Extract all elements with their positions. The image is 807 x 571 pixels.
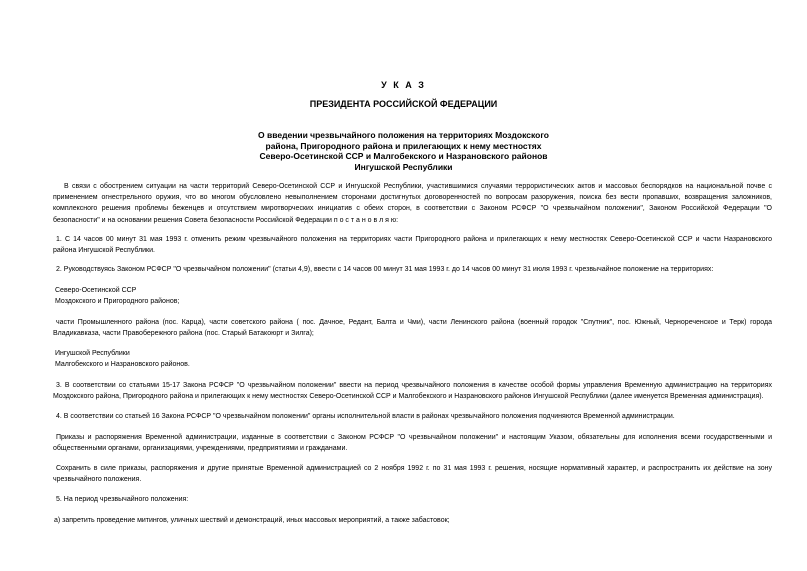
subject-line: Ингушской Республики bbox=[354, 161, 453, 172]
paragraph-line: Моздокского района, Пригородного района и прилегающих к нему местностях Северо-Осетинской ССР и Малгобекского и Назрановского районов Ингушской Республики (далее именуется Временная администрация). bbox=[53, 393, 764, 401]
territory-districts: Малгобекского и Назрановского районов. bbox=[55, 361, 190, 369]
paragraph-line: Приказы и распоряжения Временной администрации, изданные в соответствии с Законом РСФСР "О чрезвычайном положении" и настоящим Указом, обязательны для исполнения всеми государственными и bbox=[56, 434, 772, 441]
paragraph-line: части Промышленного района (пос. Карца), части советского района ( пос. Дачное, Редант, Балта и Чми), части Ленинского района (военный городок "Спутник", пос. Южный, Чернореченское и Терк) города bbox=[56, 319, 772, 326]
paragraph-line: 2. Руководствуясь Законом РСФСР "О чрезвычайном положении" (статьи 4,9), ввести с 14 часов 00 минут 31 мая 1993 г. до 14 часов 00 минут 31 июля 1993 г. чрезвычайное положение на территориях: bbox=[56, 266, 714, 273]
item-1-paragraph bbox=[53, 234, 772, 256]
item-4-paragraph bbox=[53, 411, 772, 422]
subject-line: О введении чрезвычайного положения на территориях Моздокского bbox=[258, 130, 549, 140]
orders-paragraph bbox=[53, 432, 772, 454]
document-title: У К А З bbox=[381, 80, 426, 90]
paragraph-line: общественными органами, организациями, учреждениями, предприятиями и гражданами. bbox=[53, 445, 348, 453]
paragraph-line: безопасности" и на основании решения Совета безопасности Российской Федерации п о с т а н о в л я ю: bbox=[53, 216, 399, 224]
subject-line: Северо-Осетинской ССР и Малгобекского и Назрановского районов bbox=[259, 151, 548, 161]
document-subject bbox=[0, 130, 807, 172]
paragraph-line: Владикавказа, части Правобережного района (пос. Старый Батакоюрт и Зилга); bbox=[53, 330, 314, 338]
paragraph-line: комплексного решения проблемы беженцев и отсутствием миротворческих инициатив с обеих сторон, в соответствии с Законом РСФСР "О чрезвычайном положении", Законом Российской Федерации "О bbox=[53, 205, 772, 213]
territory-heading: Ингушской Республики bbox=[55, 350, 130, 357]
territory-ingushetia bbox=[53, 348, 772, 370]
keep-in-force-paragraph bbox=[53, 463, 772, 485]
item-5-paragraph bbox=[53, 494, 772, 505]
paragraph-line: района Ингушской Республики. bbox=[53, 247, 155, 255]
paragraph-line: 5. На период чрезвычайного положения: bbox=[56, 496, 189, 503]
territory-heading: Северо-Осетинской ССР bbox=[55, 287, 137, 294]
territory-parts-paragraph bbox=[53, 317, 772, 339]
territory-districts: Моздокского и Пригородного районов; bbox=[55, 298, 180, 306]
item-2-paragraph bbox=[53, 264, 772, 275]
paragraph-line: Сохранить в силе приказы, распоряжения и другие принятые Временной администрацией со 2 ноября 1992 г. по 31 мая 1993 г. решения, носящие нормативный характер, и распространить их действие на зону bbox=[56, 465, 772, 472]
paragraph-line: 1. С 14 часов 00 минут 31 мая 1993 г. отменить режим чрезвычайного положения на территориях части Пригородного района и прилегающих к нему местностях Северо-Осетинской ССР и части Назрановского bbox=[56, 236, 772, 243]
subject-line: района, Пригородного района и прилегающих к нему местностях bbox=[265, 140, 542, 151]
paragraph-line: 4. В соответствии со статьей 16 Закона РСФСР "О чрезвычайном положении" органы исполнительной власти в районах чрезвычайного положения подчиняются Временной администрации. bbox=[56, 413, 675, 420]
paragraph-line: а) запретить проведение митингов, уличных шествий и демонстраций, иных массовых мероприятий, а также забастовок; bbox=[54, 517, 450, 524]
paragraph-line: В связи с обострением ситуации на части территорий Северо-Осетинской ССР и Ингушской Республики, участившимися случаями террористических актов и массовых беспорядков на национальной почве с bbox=[64, 183, 772, 190]
document-issuer: ПРЕЗИДЕНТА РОССИЙСКОЙ ФЕДЕРАЦИИ bbox=[309, 99, 498, 109]
paragraph-line: чрезвычайного положения. bbox=[53, 476, 142, 484]
preamble-paragraph bbox=[53, 181, 772, 226]
item-5a-paragraph bbox=[53, 515, 772, 526]
paragraph-line: применением огнестрельного оружия, что во многом обусловлено невыполнением сторонами достигнутых договоренностей по вопросам разоружения, поиска без вести пропавших, возвращения заложников, bbox=[53, 194, 772, 202]
territory-north-ossetia bbox=[53, 285, 772, 307]
paragraph-line: 3. В соответствии со статьями 15-17 Закона РСФСР "О чрезвычайном положении" ввести на период чрезвычайного положения в качестве особой формы управления Временную администрацию на территориях bbox=[56, 382, 772, 389]
item-3-paragraph bbox=[53, 380, 772, 402]
